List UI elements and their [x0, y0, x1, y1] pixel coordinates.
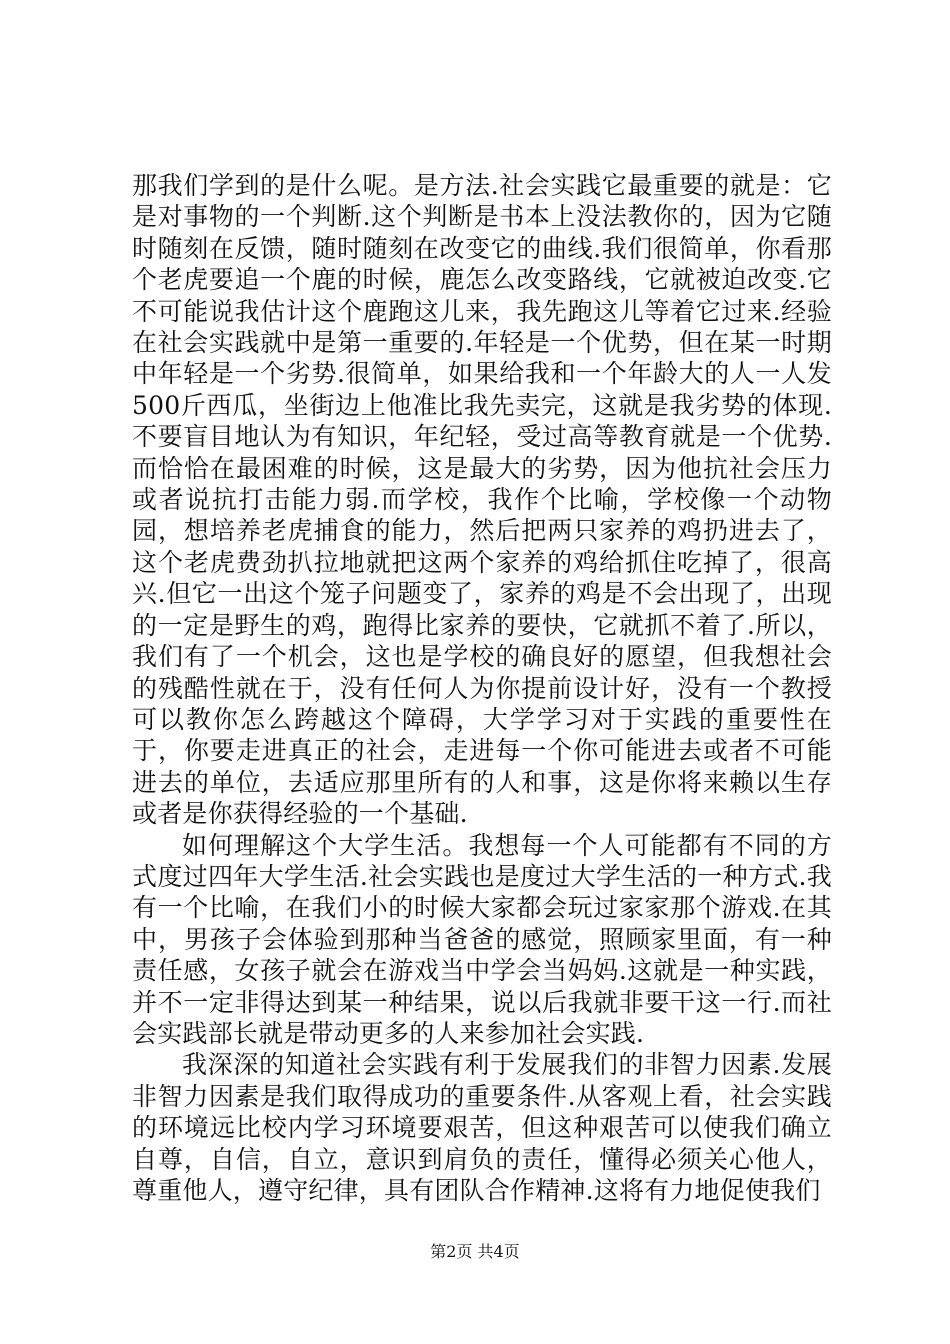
paragraph-method: 那我们学到的是什么呢。是方法.社会实践它最重要的就是：它是对事物的一个判断.这个判断是书本上没法教你的，因为它随时随刻在反馈，随时随刻在改变它的曲线.我们很简单，你看那个老虎要追一个鹿的时候，鹿怎么改变路线，它就被迫改变.它不可能说我估计这个鹿跑这儿来，我先跑这儿等着它过来.经验在社会实践就中是第一重要的.年轻是一个优势，但在某一时期中年轻是一个劣势.很简单，如果给我和一个年龄大的人一人发500斤西瓜，坐街边上他准比我先卖完，这就是我劣势的体现.不要盲目地认为有知识，年纪轻，受过高等教育就是一个优势.而恰恰在最困难的时候，这是最大的劣势，因为他抗社会压力或者说抗打击能力弱.而学校，我作个比喻，学校像一个动物园，想培养老虎捕食的能力，然后把两只家养的鸡扔进去了，这个老虎费劲扒拉地就把这两个家养的鸡给抓住吃掉了，很高兴.但它一出这个笼子问题变了，家养的鸡是不会出现了，出现的一定是野生的鸡，跑得比家养的要快，它就抓不着了.所以，我们有了一个机会，这也是学校的确良好的愿望，但我想社会的残酷性就在于，没有任何人为你提前设计好，没有一个教授可以教你怎么跨越这个障碍，大学学习对于实践的重要性在于，你要走进真正的社会，走进每一个你可能进去或者不可能进去的单位，去适应那里所有的人和事，这是你将来赖以生存或者是你获得经验的一个基础.: [132, 171, 832, 829]
document-body: [132, 170, 832, 1206]
paragraph-non-intellectual-factors: 我深深的知道社会实践有利于发展我们的非智力因素.发展非智力因素是我们取得成功的重要条件.从客观上看，社会实践的环境远比校内学习环境要艰苦，但这种艰苦可以使我们确立自尊，自信，自立，意识到肩负的责任，懂得必须关心他人，尊重他人，遵守纪律，具有团队合作精神.这将有力地促使我们: [132, 1050, 832, 1205]
page-number-footer: 第2页 共4页: [430, 1242, 520, 1261]
paragraph-university-life: 如何理解这个大学生活。我想每一个人可能都有不同的方式度过四年大学生活.社会实践也是度过大学生活的一种方式.我有一个比喻，在我们小的时候大家都会玩过家家那个游戏.在其中，男孩子会体验到那种当爸爸的感觉，照顾家里面，有一种责任感，女孩子就会在游戏当中学会当妈妈.这就是一种实践，并不一定非得达到某一种结果，说以后我就非要干这一行.而社会实践部长就是带动更多的人来参加社会实践.: [132, 830, 832, 1048]
